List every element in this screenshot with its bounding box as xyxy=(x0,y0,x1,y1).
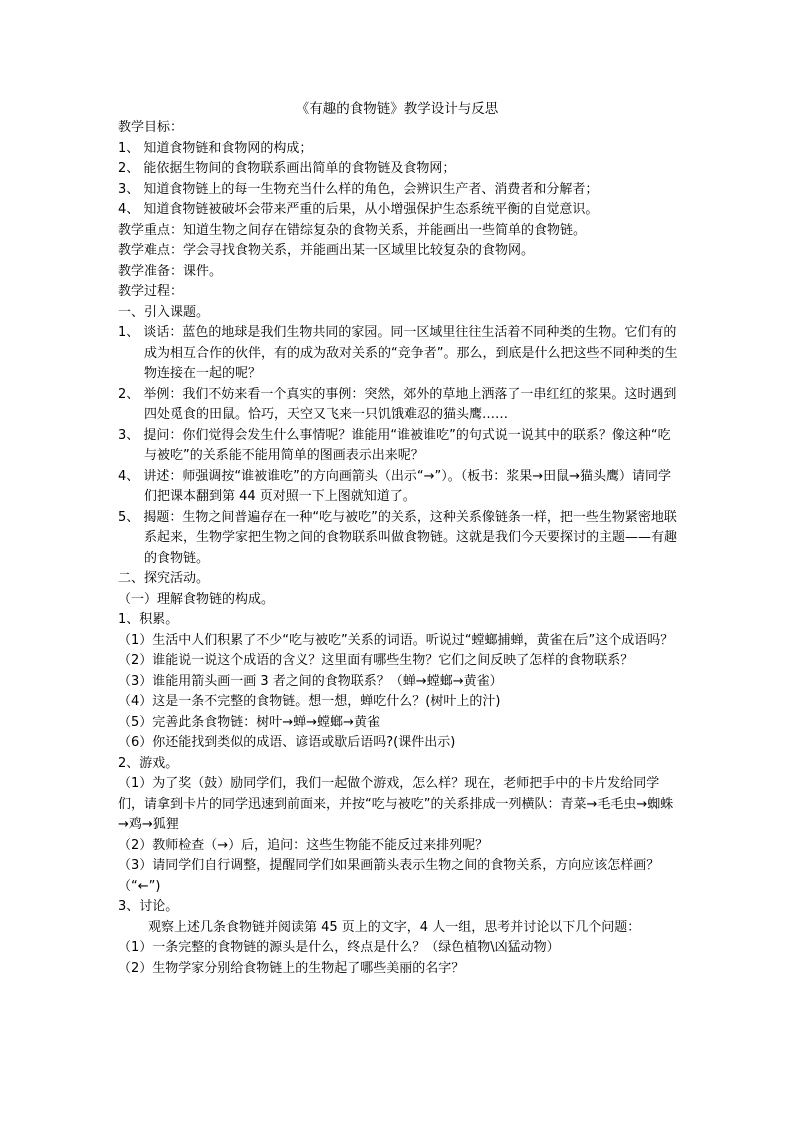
intro-step: 1、 谈话：蓝色的地球是我们生物共同的家园。同一区域里往往生活着不同种类的生物。它们有的成为相互合作的伙伴，有的成为敌对关系的“竞争者”。那么，到底是什么把这些不同种类的生物连接在一起的呢？ xyxy=(118,325,678,381)
activity-item: （3）谁能用箭头画一画 3 者之间的食物联系？（蝉→螳螂→黄雀） xyxy=(118,673,503,689)
section-heading: 二、探究活动。 xyxy=(118,571,210,586)
activity-item: （5）完善此条食物链：树叶→蝉→螳螂→黄雀 xyxy=(118,714,380,730)
key-point: 教学重点：知道生物之间存在错综复杂的食物关系，并能画出一些简单的食物链。 xyxy=(118,222,587,238)
section-heading: 一、引入课题。 xyxy=(118,304,210,320)
document-title: 《有趣的食物链》教学设计与反思 xyxy=(295,101,499,117)
activity-item: （4）这是一条不完整的食物链。想一想，蝉吃什么？(树叶上的汁) xyxy=(118,694,501,709)
activity-heading: 1、积累。 xyxy=(118,612,179,627)
discussion-item: （1）一条完整的食物链的源头是什么，终点是什么？（绿色植物\凶猛动物） xyxy=(118,940,560,955)
objective-item: 3、 知道食物链上的每一生物充当什么样的角色，会辨识生产者、消费者和分解者； xyxy=(118,181,599,197)
activity-item: （1）生活中人们积累了不少“吃与被吃”关系的词语。听说过“螳螂捕蝉，黄雀在后”这个成语吗？ xyxy=(118,632,674,648)
process-heading: 教学过程： xyxy=(118,284,184,299)
activity-item: （2）谁能说一说这个成语的含义？这里面有哪些生物？它们之间反映了怎样的食物联系？ xyxy=(118,653,634,668)
objective-item: 2、 能依据生物间的食物联系画出简单的食物链及食物网； xyxy=(118,161,456,176)
game-item: （1）为了奖（鼓）励同学们，我们一起做个游戏，怎么样？现在，老师把手中的卡片发给同学们，请拿到卡片的同学迅速到前面来，并按“吃与被吃”的关系排成一列横队：青菜→毛毛虫→蜘蛛→鸡→狐狸 xyxy=(118,776,674,832)
discussion-intro: 观察上述几条食物链并阅读第 45 页上的文字，4 人一组，思考并讨论以下几个问题： xyxy=(148,919,641,935)
difficulty-point: 教学难点：学会寻找食物关系，并能画出某一区域里比较复杂的食物网。 xyxy=(118,243,535,258)
subsection-heading: （一）理解食物链的构成。 xyxy=(118,591,275,607)
intro-step: 3、 提问：你们觉得会发生什么事情呢？谁能用“谁被谁吃”的句式说一说其中的联系？像这种“吃与被吃”的关系能不能用简单的图画表示出来呢？ xyxy=(118,427,671,463)
objectives-heading: 教学目标： xyxy=(118,120,184,135)
intro-step: 4、 讲述：师强调按“谁被谁吃”的方向画箭头（出示“→”）。（板书：浆果→田鼠→猫头鹰）请同学们把课本翻到第 44 页对照一下上图就知道了。 xyxy=(118,468,672,504)
activity-heading: 2、游戏。 xyxy=(118,755,179,771)
game-item: （2）教师检查（→）后，追问：这些生物能不能反过来排列呢？ xyxy=(118,837,489,853)
preparation: 教学准备：课件。 xyxy=(118,263,223,279)
game-item: （3）请同学们自行调整，提醒同学们如果画箭头表示生物之间的食物关系，方向应该怎样画？（“←”) xyxy=(118,858,660,894)
intro-step: 2、 举例：我们不妨来看一个真实的事例：突然，郊外的草地上洒落了一串红红的浆果。这时遇到四处觅食的田鼠。恰巧，天空又飞来一只饥饿难忍的猫头鹰…… xyxy=(118,386,677,422)
activity-item: （6）你还能找到类似的成语、谚语或歇后语吗?(课件出示) xyxy=(118,735,456,750)
discussion-item: （2）生物学家分别给食物链上的生物起了哪些美丽的名字？ xyxy=(118,960,465,976)
objective-item: 4、 知道食物链被破坏会带来严重的后果，从小增强保护生态系统平衡的自觉意识。 xyxy=(118,202,599,217)
activity-heading: 3、讨论。 xyxy=(118,899,179,914)
intro-step: 5、 揭题：生物之间普遍存在一种“吃与被吃”的关系，这种关系像链条一样，把一些生物紧密地联系起来，生物学家把生物之间的食物联系叫做食物链。这就是我们今天要探讨的主题——有趣的食物链。 xyxy=(118,509,678,566)
document-body xyxy=(118,118,678,979)
objective-item: 1、 知道食物链和食物网的构成； xyxy=(118,140,313,156)
